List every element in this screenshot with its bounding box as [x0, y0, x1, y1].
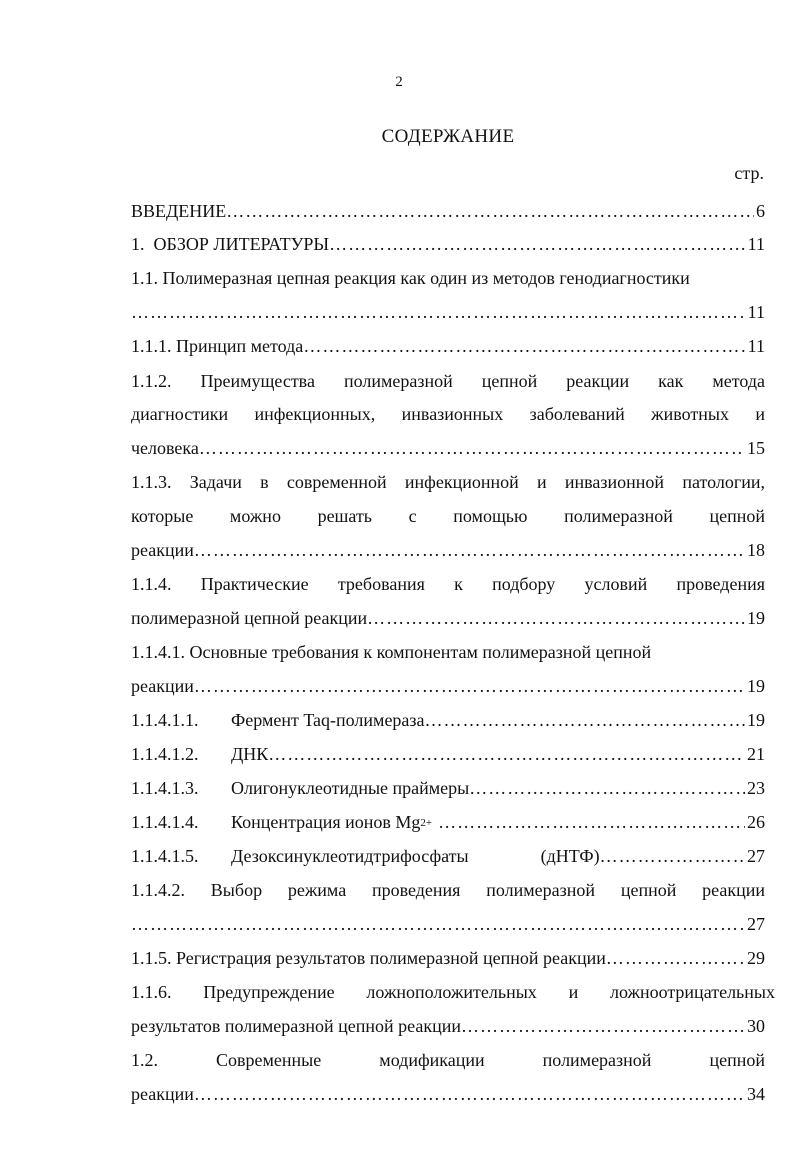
- toc-page-number: 6: [756, 201, 765, 221]
- toc-entry-1-1-6[interactable]: 1.1.6. Предупреждение ложноположительных и ложноотрицательных: [131, 982, 775, 1002]
- toc-entry-1-1-1[interactable]: 1.1.1. Принцип метода ………………………………………………………………………………………………………………………………………………………… 11: [131, 335, 765, 357]
- toc-entry-1-1-2-line3: человека ………………………………………………………………………………………………………………………………………………………… 15: [131, 437, 765, 459]
- toc-entry-1-1-2-line2: диагностики инфекционных, инвазионных заболеваний животных и: [131, 404, 765, 424]
- toc-entry-1-1-3[interactable]: 1.1.3. Задачи в современной инфекционной и инвазионной патологии,: [131, 472, 765, 492]
- toc-entry-introduction[interactable]: ВВЕДЕНИЕ ………………………………………………………………………………………………………………………………………………………… 6: [131, 200, 765, 222]
- toc-entry-1-1-4-1-5[interactable]: 1.1.4.1.5. Дезоксинуклеотидтрифосфаты (дНТФ) ………………………………………………………………………………………………………………………………………………………… 27: [131, 845, 765, 867]
- toc-entry-1-1-4-1[interactable]: 1.1.4.1. Основные требования к компонентам полимеразной цепной: [131, 642, 652, 662]
- toc-entry-1-1-4[interactable]: 1.1.4. Практические требования к подбору условий проведения: [131, 574, 765, 594]
- toc-entry-1-1-4-1-line2: реакции ………………………………………………………………………………………………………………………………………………………… 19: [131, 675, 765, 697]
- toc-entry-1-1[interactable]: 1.1. Полимеразная цепная реакция как один из методов генодиагностики: [131, 268, 690, 288]
- toc-entry-1-1-4-2[interactable]: 1.1.4.2. Выбор режима проведения полимеразной цепной реакции: [131, 880, 765, 900]
- page-column-label: стр.: [734, 163, 764, 183]
- page-number: 2: [395, 74, 403, 90]
- toc-entry-literature-review[interactable]: 1. ОБЗОР ЛИТЕРАТУРЫ ………………………………………………………………………………………………………………………………………………………… 11: [131, 233, 765, 255]
- toc-entry-1-1-3-line3: реакции ………………………………………………………………………………………………………………………………………………………… 18: [131, 539, 765, 561]
- toc-entry-1-2[interactable]: 1.2. Современные модификации полимеразной цепной: [131, 1050, 765, 1070]
- toc-entry-1-1-2[interactable]: 1.1.2. Преимущества полимеразной цепной реакции как метода: [131, 371, 765, 391]
- toc-entry-1-1-4-1-2[interactable]: 1.1.4.1.2. ДНК ………………………………………………………………………………………………………………………………………………………… 21: [131, 743, 765, 765]
- page-title: СОДЕРЖАНИЕ: [381, 126, 515, 147]
- toc-entry-1-1-3-line2: которые можно решать с помощью полимеразной цепной: [131, 506, 765, 526]
- toc-entry-1-1-5[interactable]: 1.1.5. Регистрация результатов полимеразной цепной реакции ………………………………………………………………………………………………………………………………………………………… 29: [131, 947, 765, 969]
- toc-entry-1-1-4-1-4[interactable]: 1.1.4.1.4. Концентрация ионов Mg $^{2+}$ ………………………………………………………………………………………………………………………………………………………… 26: [131, 811, 765, 833]
- toc-entry-1-1-4-line2: полимеразной цепной реакции ………………………………………………………………………………………………………………………………………………………… 19: [131, 607, 765, 629]
- toc-entry-1-1-leader: ………………………………………………………………………………………………………………………………………………………… 11: [131, 301, 765, 323]
- toc-entry-1-1-6-line2: результатов полимеразной цепной реакции ………………………………………………………………………………………………………………………………………………………… 30: [131, 1015, 765, 1037]
- toc-entry-1-1-4-1-3[interactable]: 1.1.4.1.3. Олигонуклеотидные праймеры ………………………………………………………………………………………………………………………………………………………… 23: [131, 777, 765, 799]
- toc-entry-1-1-4-2-leader: ………………………………………………………………………………………………………………………………………………………… 27: [131, 913, 765, 935]
- toc-entry-1-2-line2: реакции ………………………………………………………………………………………………………………………………………………………… 34: [131, 1083, 765, 1105]
- toc-entry-1-1-4-1-1[interactable]: 1.1.4.1.1. Фермент Taq-полимераза ………………………………………………………………………………………………………………………………………………………… 19: [131, 709, 765, 731]
